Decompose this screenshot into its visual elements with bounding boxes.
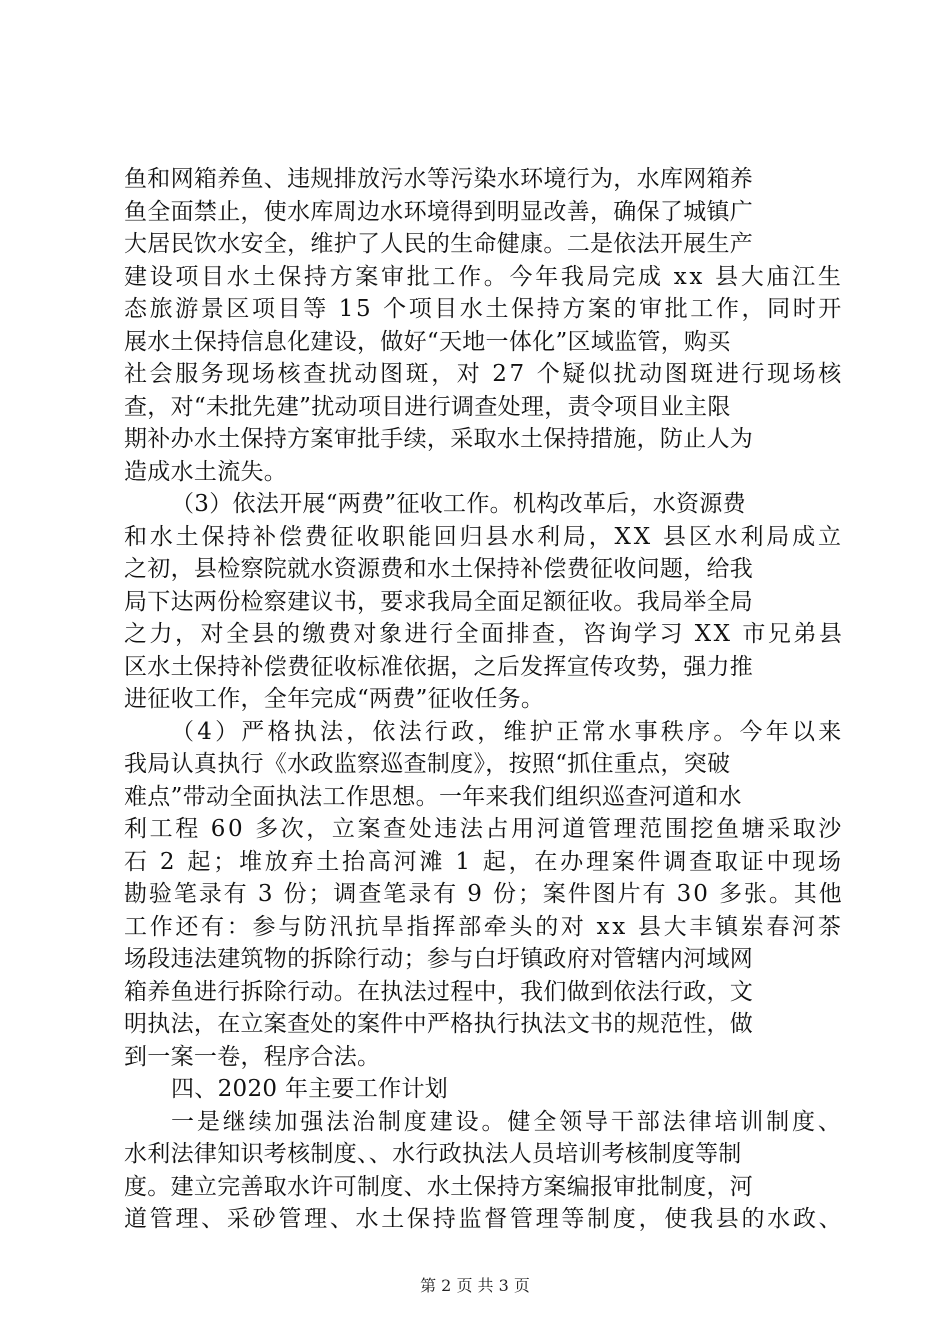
text-line: 场段违法建筑物的拆除行动；参与白圩镇政府对管辖内河域网 <box>124 946 754 972</box>
page-footer: 第 2 页 共 3 页 <box>420 1276 530 1295</box>
text-line: 大居民饮水安全，维护了人民的生命健康。二是依法开展生产 <box>124 231 754 257</box>
text-line: 石 2 起；堆放弃土抬高河滩 1 起，在办理案件调查取证中现场 <box>124 848 844 875</box>
text-line: 之力，对全县的缴费对象进行全面排查，咨询学习 XX 市兄弟县 <box>124 621 845 647</box>
text-line: 到一案一卷，程序合法。 <box>124 1043 381 1070</box>
text-line: 水利法律知识考核制度、、水行政执法人员培训考核制度等制 <box>124 1141 742 1167</box>
text-line: 工作还有：参与防汛抗旱指挥部牵头的对 xx 县大丰镇岽春河茶 <box>124 913 844 940</box>
text-line: 明执法，在立案查处的案件中严格执行执法文书的规范性，做 <box>124 1011 754 1037</box>
body-text <box>124 163 844 1236</box>
text-line: 和水土保持补偿费征收职能回归县水利局，XX 县区水利局成立 <box>124 523 844 550</box>
text-line: 鱼全面禁止，使水库周边水环境得到明显改善，确保了城镇广 <box>124 198 754 225</box>
text-line: 四、2020 年主要工作计划 <box>171 1076 449 1102</box>
text-line: 鱼和网箱养鱼、违规排放污水等污染水环境行为，水库网箱养 <box>124 166 754 192</box>
text-line: 利工程 60 多次，立案查处违法占用河道管理范围挖鱼塘采取沙 <box>124 816 844 842</box>
text-line: （3）依法开展“两费”征收工作。机构改革后，水资源费 <box>171 491 746 517</box>
text-line: 道管理、采砂管理、水土保持监督管理等制度，使我县的水政、 <box>124 1206 845 1232</box>
text-line: 社会服务现场核查扰动图斑，对 27 个疑似扰动图斑进行现场核 <box>124 361 844 387</box>
text-line: 箱养鱼进行拆除行动。在执法过程中，我们做到依法行政，文 <box>124 978 754 1005</box>
text-line: 期补办水土保持方案审批手续，采取水土保持措施，防止人为 <box>124 426 754 452</box>
text-line: 区水土保持补偿费征收标准依据，之后发挥宣传攻势，强力推 <box>124 653 754 680</box>
text-line: 造成水土流失。 <box>124 458 288 485</box>
text-line: 展水土保持信息化建设，做好“天地一体化”区域监管，购买 <box>124 328 731 355</box>
text-line: 难点”带动全面执法工作思想。一年来我们组织巡查河道和水 <box>124 783 742 810</box>
text-line: 建设项目水土保持方案审批工作。今年我局完成 xx 县大庙江生 <box>124 263 844 290</box>
text-line: 之初，县检察院就水资源费和水土保持补偿费征收问题，给我 <box>124 556 754 582</box>
text-line: 态旅游景区项目等 15 个项目水土保持方案的审批工作，同时开 <box>124 296 844 322</box>
text-line: 查，对“未批先建”扰动项目进行调查处理，责令项目业主限 <box>124 393 731 420</box>
text-line: 勘验笔录有 3 份；调查笔录有 9 份；案件图片有 30 多张。其他 <box>124 881 844 907</box>
text-line: 一是继续加强法治制度建设。健全领导干部法律培训制度、 <box>171 1108 844 1135</box>
text-line: 度。建立完善取水许可制度、水土保持方案编报审批制度，河 <box>124 1173 754 1200</box>
text-line: 进征收工作，全年完成“两费”征收任务。 <box>124 686 545 712</box>
text-line: 我局认真执行《水政监察巡查制度》，按照“抓住重点，突破 <box>124 751 731 777</box>
text-line: （4）严格执法，依法行政，维护正常水事秩序。今年以来 <box>171 718 845 745</box>
text-line: 局下达两份检察建议书，要求我局全面足额征收。我局举全局 <box>124 588 754 615</box>
